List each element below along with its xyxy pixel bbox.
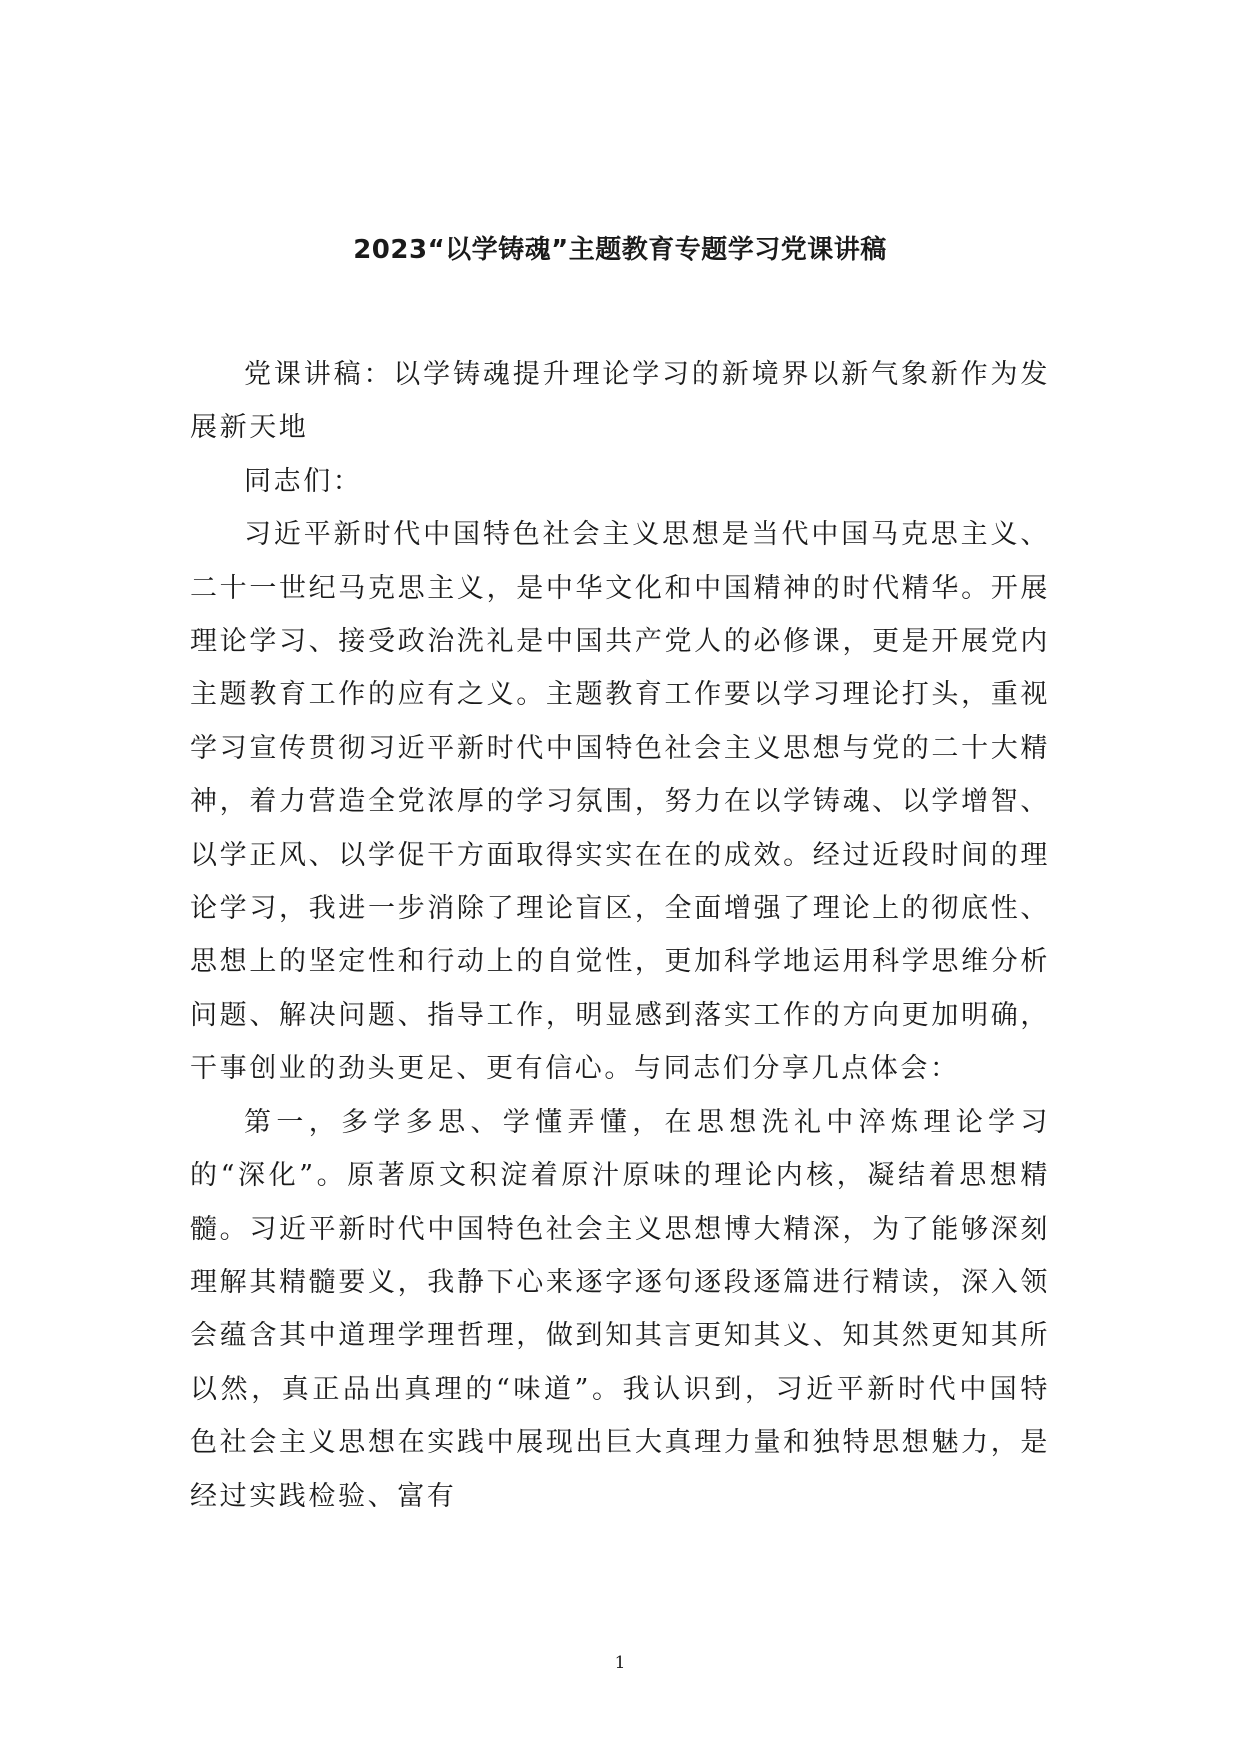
document-title: 2023“以学铸魂”主题教育专题学习党课讲稿 bbox=[353, 235, 887, 265]
document-body bbox=[190, 348, 1050, 1523]
body-paragraph: 习近平新时代中国特色社会主义思想是当代中国马克思主义、二十一世纪马克思主义，是中华文化和中国精神的时代精华。开展理论学习、接受政治洗礼是中国共产党人的必修课，更是开展党内主题教育工作的应有之义。主题教育工作要以学习理论打头，重视学习宣传贯彻习近平新时代中国特色社会主义思想与党的二十大精神，着力营造全党浓厚的学习氛围，努力在以学铸魂、以学增智、以学正风、以学促干方面取得实实在在的成效。经过近段时间的理论学习，我进一步消除了理论盲区，全面增强了理论上的彻底性、思想上的坚定性和行动上的自觉性，更加科学地运用科学思维分析问题、解决问题、指导工作，明显感到落实工作的方向更加明确，干事创业的劲头更足、更有信心。与同志们分享几点体会： bbox=[190, 519, 1050, 1085]
subtitle-paragraph: 党课讲稿：以学铸魂提升理论学习的新境界以新气象新作为发展新天地 bbox=[190, 359, 1050, 444]
body-paragraph: 第一，多学多思、学懂弄懂，在思想洗礼中淬炼理论学习的“深化”。原著原文积淀着原汁原味的理论内核，凝结着思想精髓。习近平新时代中国特色社会主义思想博大精深，为了能够深刻理解其精髓要义，我静下心来逐字逐句逐段逐篇进行精读，深入领会蕴含其中道理学理哲理，做到知其言更知其义、知其然更知其所以然，真正品出真理的“味道”。我认识到，习近平新时代中国特色社会主义思想在实践中展现出巨大真理力量和独特思想魅力，是经过实践检验、富有 bbox=[190, 1106, 1050, 1512]
page-number: 1 bbox=[614, 1653, 626, 1673]
salutation-paragraph: 同志们： bbox=[244, 465, 363, 497]
